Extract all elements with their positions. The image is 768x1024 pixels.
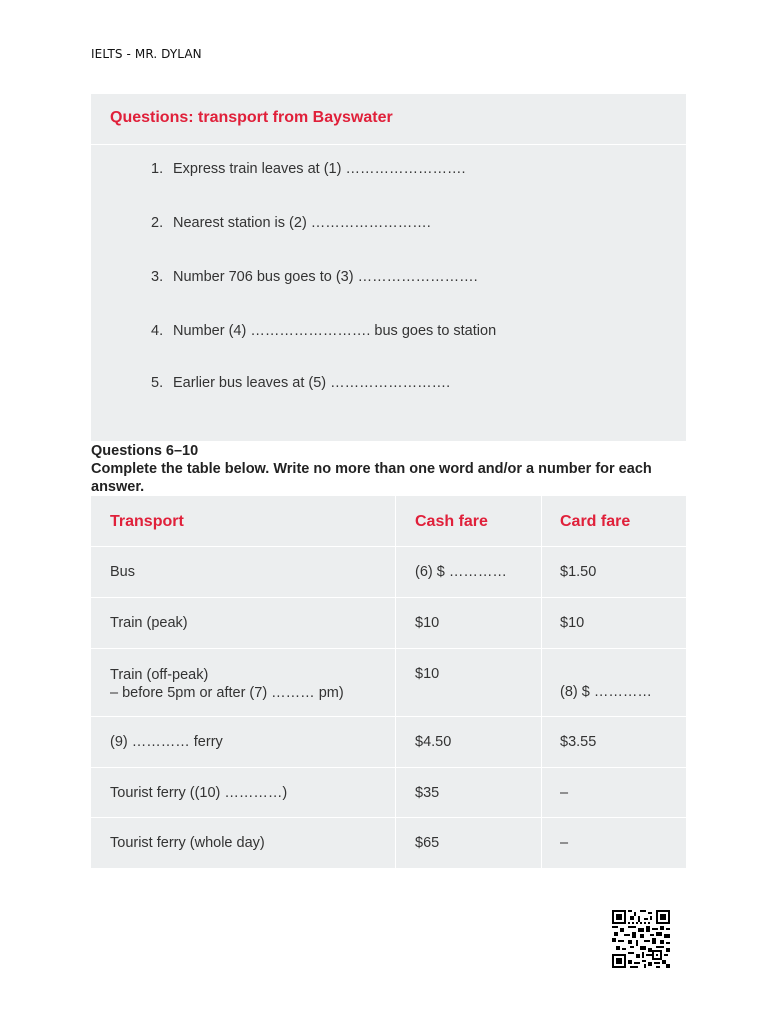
table-row xyxy=(91,649,686,717)
cell-card-fare: (8) $ ………… xyxy=(560,684,652,700)
questions-list xyxy=(91,94,686,441)
question-text: Earlier bus leaves at (5) ……………………. xyxy=(173,375,451,391)
question-item xyxy=(151,215,431,231)
cell-transport: Train (peak) xyxy=(91,598,396,648)
question-text: Nearest station is (2) ……………………. xyxy=(173,215,431,231)
header-transport: Transport xyxy=(91,496,396,546)
cell-transport: Bus xyxy=(91,547,396,597)
question-number: 3. xyxy=(151,269,164,285)
cell-cash-fare: $65 xyxy=(396,818,542,868)
cell-card-fare: – xyxy=(560,785,569,801)
table-row xyxy=(91,818,686,868)
questions-title: Questions: transport from Bayswater xyxy=(110,109,393,126)
cell-cash-fare: $35 xyxy=(396,768,542,817)
cell-transport-main: Train (off-peak) xyxy=(110,667,209,683)
question-text: Number (4) ……………………. bus goes to station xyxy=(173,323,497,339)
cell-card-fare: $10 xyxy=(560,615,585,631)
question-number: 4. xyxy=(151,323,164,339)
cell-transport: Tourist ferry ((10) …………) xyxy=(91,768,396,817)
question-number: 1. xyxy=(151,161,164,177)
qr-code-icon xyxy=(612,910,670,968)
cell-transport xyxy=(91,649,396,716)
section-heading-block xyxy=(91,442,691,496)
question-item xyxy=(151,375,450,391)
section-heading: Questions 6–10 xyxy=(91,443,199,459)
cell-card-fare: $3.55 xyxy=(560,734,597,750)
cell-card-fare: $1.50 xyxy=(560,564,597,580)
question-text: Number 706 bus goes to (3) ……………………. xyxy=(173,269,478,285)
question-item xyxy=(151,323,496,339)
cell-transport: (9) ………… ferry xyxy=(91,717,396,767)
table-row xyxy=(91,547,686,598)
cell-cash-fare: $10 xyxy=(396,649,542,716)
question-number: 2. xyxy=(151,215,164,231)
questions-box xyxy=(91,94,686,441)
table-row xyxy=(91,598,686,649)
question-item xyxy=(151,161,466,177)
cell-cash-fare: (6) $ ………… xyxy=(396,547,542,597)
cell-cash-fare: $10 xyxy=(396,598,542,648)
table-row xyxy=(91,717,686,768)
question-item xyxy=(151,269,478,285)
fare-table xyxy=(91,496,686,868)
header-card-fare: Card fare xyxy=(560,513,631,530)
header-cash-fare: Cash fare xyxy=(396,496,542,546)
table-row xyxy=(91,768,686,818)
table-header-row xyxy=(91,496,686,547)
section-instruction: Complete the table below. Write no more than one word and/or a number for each answer. xyxy=(91,461,652,495)
cell-cash-fare: $4.50 xyxy=(396,717,542,767)
question-number: 5. xyxy=(151,375,164,391)
cell-transport: Tourist ferry (whole day) xyxy=(91,818,396,868)
cell-transport-sub: – before 5pm or after (7) ……… pm) xyxy=(110,685,344,701)
page-header: IELTS - MR. DYLAN xyxy=(91,47,202,61)
question-text: Express train leaves at (1) ……………………. xyxy=(173,161,466,177)
cell-card-fare: – xyxy=(560,835,569,851)
